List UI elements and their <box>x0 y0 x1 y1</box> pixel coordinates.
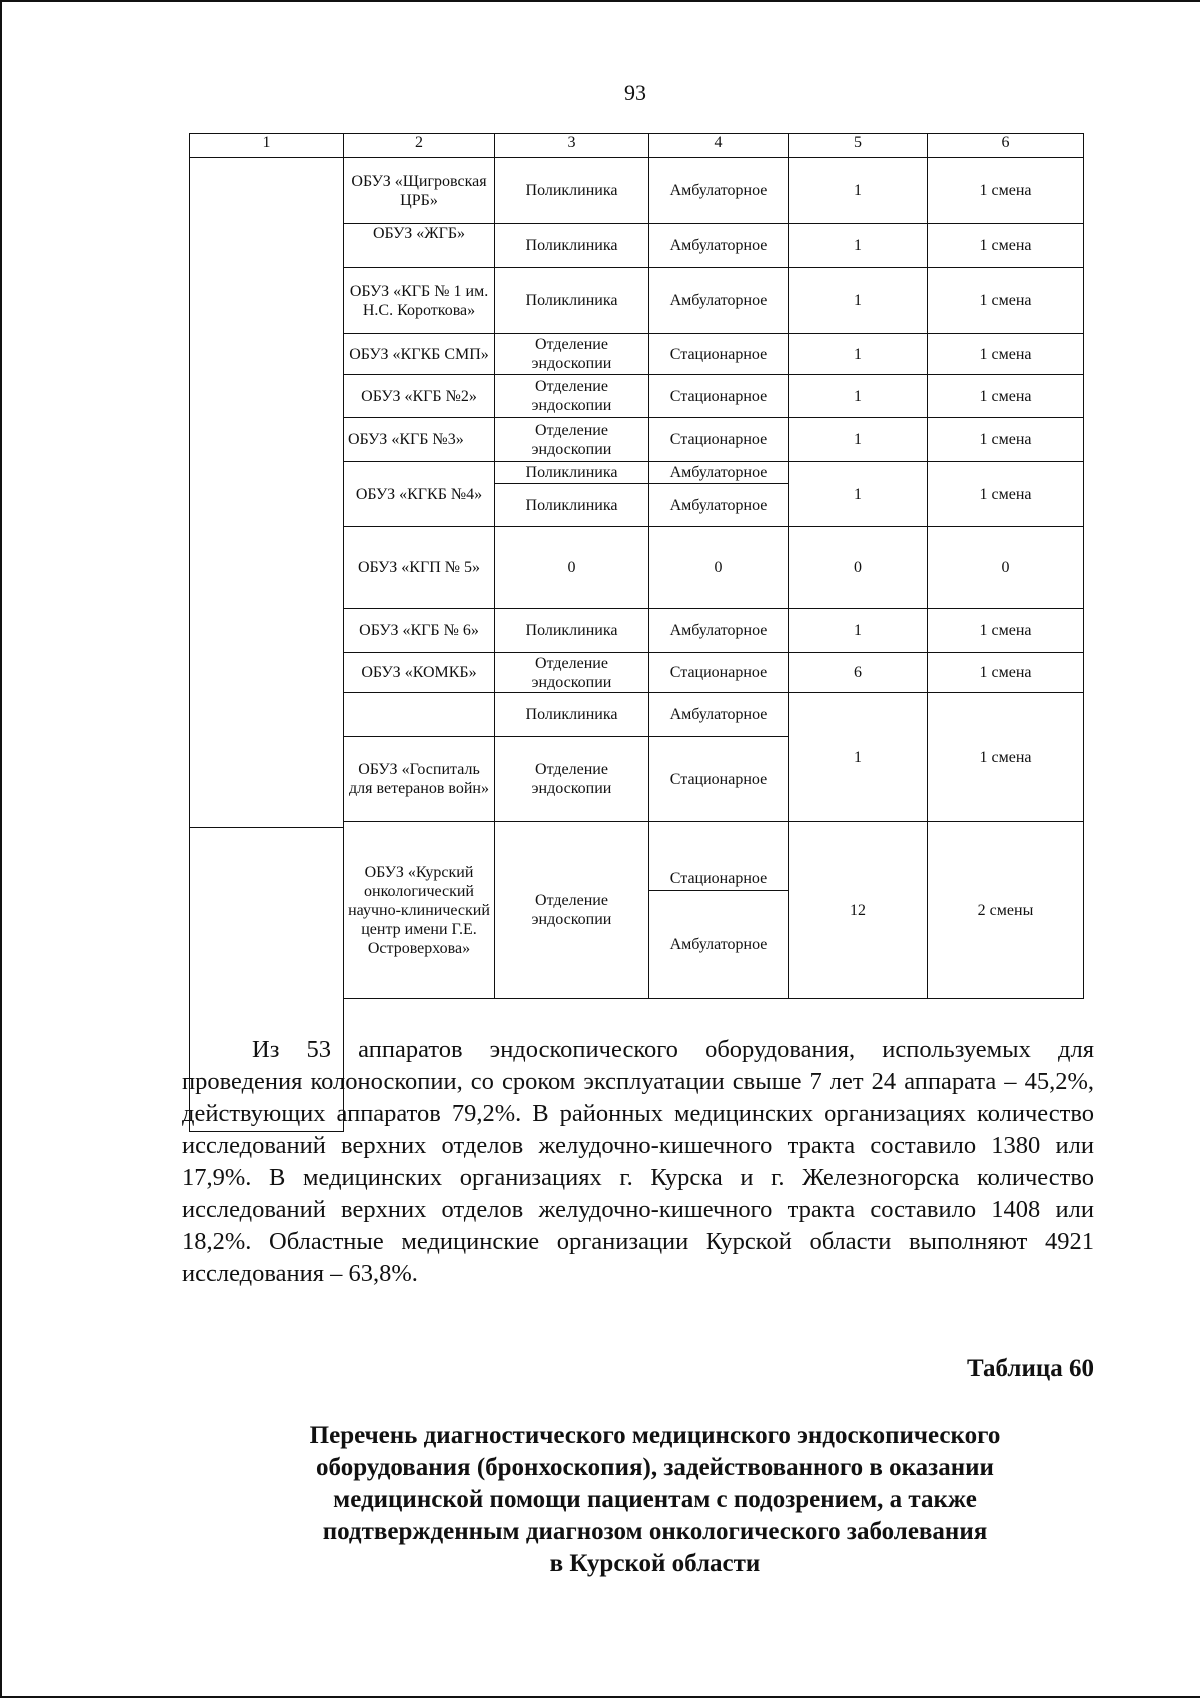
column-header-4: 4 <box>648 133 789 158</box>
unit-cell: Отделение эндоскопии <box>494 417 649 462</box>
org-cell: ОБУЗ «Курский онкологический научно-клинический центр имени Г.Е. Островерхова» <box>343 821 495 999</box>
caption-line: подтвержденным диагнозом онкологического заболевания <box>322 1518 988 1545</box>
unit-cell: Поликлиника <box>494 267 649 334</box>
org-cell: ОБУЗ «КГБ № 1 им. Н.С. Короткова» <box>343 267 495 334</box>
unit-cell: Отделение эндоскопии <box>494 821 649 999</box>
org-cell: ОБУЗ «КГБ №2» <box>343 374 495 418</box>
shift-cell: 1 смена <box>927 461 1084 527</box>
org-cell: ОБУЗ «КГБ №3» <box>343 417 495 462</box>
paragraph-text: Из 53 аппаратов эндоскопического оборудования, используемых для проведения колоноскопии, со сроком эксплуатации свыше 7 лет 24 аппарата – 45,2%, действующих аппаратов 79,2%. В районных медицинских организациях количество исследований верхних отделов желудочно-кишечного тракта составило 1380 или 17,9%. В медицинских организациях г. Курска и г. Железногорска количество исследований верхних отделов желудочно-кишечного тракта составило 1408 или 18,2%. Областные медицинские организации Курской области выполняют 4921 исследования – 63,8%. <box>182 1036 1094 1287</box>
column-header-1: 1 <box>189 133 344 158</box>
region-cell-urban <box>189 157 344 828</box>
unit-cell: Поликлиника <box>494 157 649 224</box>
count-cell: 1 <box>788 417 928 462</box>
shift-cell: 2 смены <box>927 821 1084 999</box>
page-number: 93 <box>624 80 646 105</box>
org-cell: ОБУЗ «Щигровская ЦРБ» <box>343 157 495 224</box>
count-cell: 1 <box>788 692 928 822</box>
caption-line: медицинской помощи пациентам с подозрением, а также <box>333 1486 977 1513</box>
unit-cell: Поликлиника <box>494 461 649 484</box>
caption-line: оборудования (бронхоскопия), задействованного в оказании <box>316 1454 994 1481</box>
org-cell-empty <box>343 692 495 737</box>
shift-cell: 1 смена <box>927 608 1084 653</box>
type-cell: Стационарное <box>648 374 789 418</box>
column-header-6: 6 <box>927 133 1084 158</box>
unit-cell: 0 <box>494 526 649 609</box>
unit-cell: Отделение эндоскопии <box>494 374 649 418</box>
body-paragraph <box>182 1034 1094 1290</box>
shift-cell: 0 <box>927 526 1084 609</box>
type-cell: Стационарное <box>648 736 789 822</box>
shift-cell: 1 смена <box>927 417 1084 462</box>
count-cell: 1 <box>788 374 928 418</box>
count-cell: 1 <box>788 608 928 653</box>
type-cell: Амбулаторное <box>648 223 789 268</box>
type-cell: Стационарное <box>648 821 789 891</box>
type-cell: Амбулаторное <box>648 157 789 224</box>
count-cell: 1 <box>788 223 928 268</box>
type-cell: Амбулаторное <box>648 890 789 999</box>
page-border-top <box>0 0 1200 2</box>
count-cell: 1 <box>788 267 928 334</box>
org-cell: ОБУЗ «КГП № 5» <box>343 526 495 609</box>
shift-cell: 1 смена <box>927 374 1084 418</box>
caption-line: в Курской области <box>549 1550 761 1577</box>
type-cell: 0 <box>648 526 789 609</box>
type-cell: Амбулаторное <box>648 267 789 334</box>
type-cell: Амбулаторное <box>648 692 789 737</box>
type-cell: Стационарное <box>648 652 789 693</box>
type-cell: Амбулаторное <box>648 483 789 527</box>
type-cell: Амбулаторное <box>648 608 789 653</box>
column-header-5: 5 <box>788 133 928 158</box>
org-cell: ОБУЗ «Госпиталь для ветеранов войн» <box>343 736 495 822</box>
shift-cell: 1 смена <box>927 652 1084 693</box>
shift-cell: 1 смена <box>927 223 1084 268</box>
type-cell: Стационарное <box>648 417 789 462</box>
org-cell: ОБУЗ «ЖГБ» <box>343 223 495 268</box>
type-cell: Стационарное <box>648 333 789 375</box>
shift-cell: 1 смена <box>927 157 1084 224</box>
column-header-2: 2 <box>343 133 495 158</box>
count-cell: 6 <box>788 652 928 693</box>
count-cell: 0 <box>788 526 928 609</box>
count-cell: 1 <box>788 461 928 527</box>
org-cell: ОБУЗ «КГБ № 6» <box>343 608 495 653</box>
count-cell: 1 <box>788 157 928 224</box>
type-cell: Амбулаторное <box>648 461 789 484</box>
shift-cell: 1 смена <box>927 333 1084 375</box>
unit-cell: Поликлиника <box>494 692 649 737</box>
shift-cell: 1 смена <box>927 267 1084 334</box>
table-label: Таблица 60 <box>966 1355 1094 1382</box>
org-cell: ОБУЗ «КГКБ СМП» <box>343 333 495 375</box>
count-cell: 1 <box>788 333 928 375</box>
shift-cell: 1 смена <box>927 692 1084 822</box>
unit-cell: Поликлиника <box>494 223 649 268</box>
column-header-3: 3 <box>494 133 649 158</box>
count-cell: 12 <box>788 821 928 999</box>
unit-cell: Поликлиника <box>494 483 649 527</box>
org-cell: ОБУЗ «КОМКБ» <box>343 652 495 693</box>
equipment-table <box>189 133 1084 999</box>
unit-cell: Отделение эндоскопии <box>494 333 649 375</box>
table-caption <box>230 1420 1080 1580</box>
unit-cell: Отделение эндоскопии <box>494 652 649 693</box>
page-border-left <box>0 0 2 1698</box>
unit-cell: Отделение эндоскопии <box>494 736 649 822</box>
org-cell: ОБУЗ «КГКБ №4» <box>343 461 495 527</box>
unit-cell: Поликлиника <box>494 608 649 653</box>
caption-line: Перечень диагностического медицинского эндоскопического <box>309 1422 1001 1449</box>
